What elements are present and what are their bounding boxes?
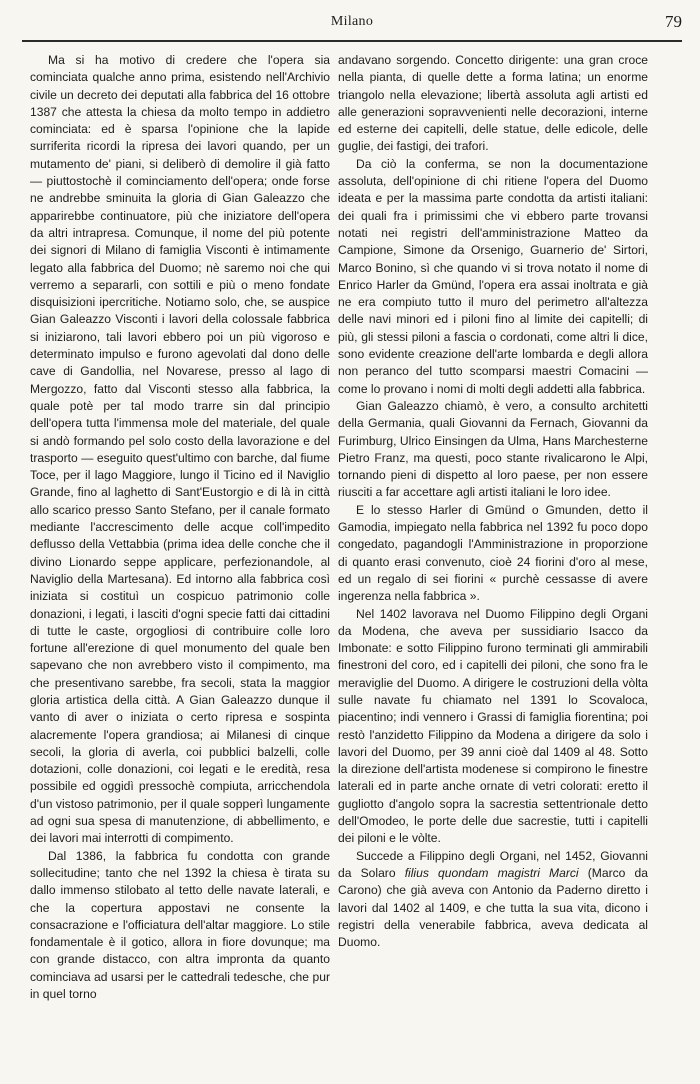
latin-phrase: filius quondam magistri Marci xyxy=(404,865,579,880)
left-column xyxy=(30,52,330,1003)
page-number: 79 xyxy=(665,12,682,31)
paragraph: Gian Galeazzo chiamò, è vero, a consulto architetti della Germania, quali Giovanni da Fernach, Giovanni da Furimburg, Ulrico Einsingen da Ulma, Hans Marchesterne Pietro Franz, ma questi, poco stante rivalicarono le Alpi, tornando pieni di dispetto al loro paese, per non essere riusciti a far accettare agli artisti italiani le loro idee. xyxy=(338,398,648,500)
paragraph: E lo stesso Harler di Gmünd o Gmunden, detto il Gamodia, impiegato nella fabbrica nel 1392 fu poco dopo congedato, pagandogli l'Amministrazione in proporzione di quanto erasi convenuto, cioè 24 fiorini d'oro al mese, ed un regalo di sei fiorini « purchè cessasse di avere ingerenza nella fabbrica ». xyxy=(338,502,648,604)
paragraph: Dal 1386, la fabbrica fu condotta con grande sollecitudine; tanto che nel 1392 la chiesa è tirata su dallo immenso stilobato al tetto delle navate laterali, e che la copertura appostavi ne consente la consacrazione e l'officiatura dell'altar maggiore. Lo stile fondamentale è il gotico, allora in fiore dovunque; ma con grande distacco, con altra impronta da quanto cominciava ad usarsi per le cattedrali tedesche, che pur in quel torno xyxy=(30,848,330,1002)
paragraph: andavano sorgendo. Concetto dirigente: una gran croce nella pianta, di quelle dette a forma latina; un enorme triangolo nella elevazione; libertà assoluta agli artisti ed alle generazioni sopravvenienti nelle decorazioni, interne ed esterne dei capitelli, delle statue, delle edicole, delle guglie, dei fastigi, dei trafori. xyxy=(338,53,648,154)
text-run: (Marco da Carono) che già aveva con Antonio da Paderno diretto i lavori dal 1402 al 1409, e che tutta la sua vita, dicono i registri della venerabile fabbrica, aveva dedicata al Duomo. xyxy=(338,865,648,950)
header-rule xyxy=(22,40,682,42)
paragraph: Nel 1402 lavorava nel Duomo Filippino degli Organi da Modena, che aveva per sussidiario Isacco da Imbonate: e sotto Filippino furono terminati gli ammirabili finestroni del coro, ed i capitelli dei piloni, che sono fra le meraviglie del Duomo. A dirigere le costruzioni della vòlta sulle navate fu chiamato nel 1391 lo Scovaloca, piacentino; indi vennero i Grassi di famiglia fiorentina; poi restò l'anzidetto Filippino da Modena a dirigere da solo i lavori del Duomo, per 39 anni cioè dal 1409 al 48. Sotto la direzione dell'artista modenese si compirono le finestre laterali ed in parte anche ornate di vetri colorati: eretto il gugliotto d'angolo sopra la sacrestia settentrionale detto dell'Omodeo, le porte delle due sacrestie, tutti i capitelli dei piloni e le vòlte. xyxy=(338,606,648,846)
page-header xyxy=(22,12,682,38)
running-title: Milano xyxy=(330,14,374,29)
right-column xyxy=(338,52,648,951)
paragraph: Da ciò la conferma, se non la documentazione assoluta, dell'opinione di chi ritiene l'opera del Duomo ideata e per la massima parte condotta da artisti italiani: dei quali fra i primissimi che vi ebbero parte trovansi notati nei registri dell'amministrazione Matteo da Campione, Simone da Orsenigo, Guarnerio de' Sirtori, Marco Bonino, sì che quando vi si trova notato il nome di Enrico Harler da Gmünd, l'opera era assai inoltrata e già ne era compiuto tutto il muro del perimetro all'altezza delle navi minori ed i piloni fino al limite dei capitelli; di più, gli stessi piloni a fascia o cordonati, come altri li dice, sono evidente creazione dell'arte lombarda e degli allora non peranco del tutto scomparsi maestri Comacini — come lo provano i nomi di molti degli addetti alla fabbrica. xyxy=(338,156,648,396)
paragraph: Ma si ha motivo di credere che l'opera sia cominciata qualche anno prima, esistendo nell'Archivio civile un decreto dei deputati alla fabbrica del 16 ottobre 1387 che attesta la chiesa da molto tempo in addietro cominciata: ed è sparsa l'opinione che la lapide surriferita ricordi la ripresa dei lavori quando, per un mutamento de' piani, si deliberò di demolire il già fatto — piuttostochè il cominciamento dell'opera; onde forse ne andrebbe sminuita la gloria di Gian Galeazzo che apparirebbe continuatore, più che iniziatore dell'opera da altri intrapresa. Comunque, il nome del più potente dei signori di Milano di famiglia Visconti è intimamente legato alla fabbrica del Duomo; nè saremo noi che qui verremo a separarli, con sottili e più o meno fondate disquisizioni ipercritiche. Notiamo solo, che, se auspice Gian Galeazzo Visconti i lavori della colossale fabbrica si iniziarono, tali lavori ebbero poi un più vigoroso e determinato impulso e furono agevolati dal dono delle cave di Gandollia, nel Novarese, presso al lago di Mergozzo, fatto dal Visconti stesso alla fabbrica, la quale potè per tal modo trarre sin dal principio dell'opera tutta l'immensa mole del materiale, del quale si andò formando pel solo costo della lavorazione e del trasporto — eseguito quest'ultimo con barche, dal fiume Toce, per il lago Maggiore, lungo il Ticino ed il Naviglio Grande, fino al laghetto di Sant'Eustorgio e di là in città allo scarico presso Santo Stefano, per il canale formato mediante l'accrescimento delle acque coll'impedito deflusso della Vettabbia (prima idea delle conche che il divino Lionardo seppe applicare, perfezionandole, al Naviglio della Martesana). Ed intorno alla fabbrica così iniziata si costituì un cospicuo patrimonio colle donazioni, i legati, i lasciti d'ogni specie fatti dai cittadini di tutte le caste, orgogliosi di contribuire colle loro fortune all'erezione di quel monumento del quale ben sapevano che non avrebbero visto il compimento, ma che presentivano sarebbe, fra secoli, stata la maggior gloria artistica della città. A Gian Galeazzo dunque il vanto di aver o iniziata o certo ripresa e sospinta alacremente l'opera grandiosa; ai Milanesi di cinque secoli, la gloria di averla, coi pubblici balzelli, colle dotazioni, colle donazioni, coi legati e le eredità, resa possibile ed oggidì pressochè compiuta, arricchendola d'un vistoso patrimonio, per il quale sopperì lungamente ad ogni sua spesa di manutenzione, di abbellimento, e dei lavori mai interrotti di compimento. xyxy=(30,53,330,846)
paragraph xyxy=(338,848,648,952)
text-run: Succede a Filippino degli Organi, nel 1452, Giovanni da Solaro xyxy=(338,848,648,880)
